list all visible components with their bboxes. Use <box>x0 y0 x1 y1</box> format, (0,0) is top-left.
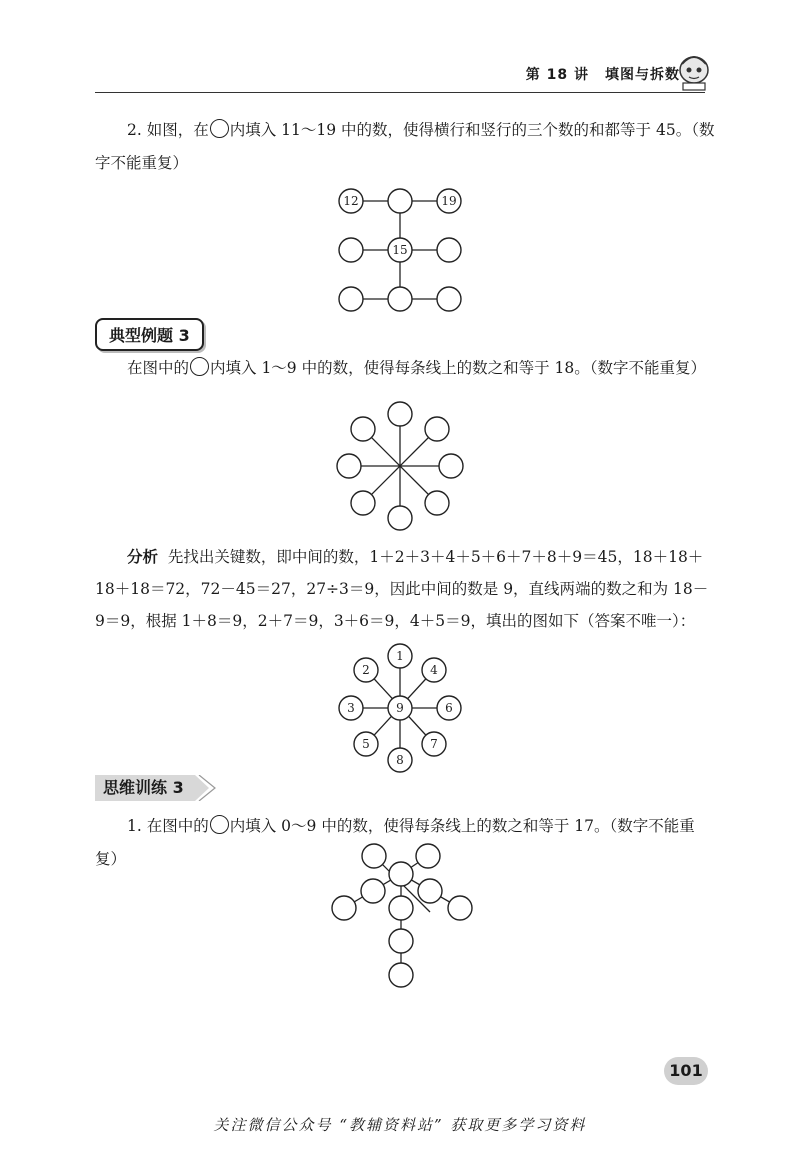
page-number: 101 <box>664 1057 708 1085</box>
node-label: 2 <box>362 663 370 677</box>
node-circle <box>361 879 385 903</box>
circle-symbol <box>190 357 209 376</box>
node-circle <box>351 417 375 441</box>
node-label: 12 <box>343 194 359 208</box>
example-badge: 典型例题 3 <box>95 318 204 351</box>
node-label: 3 <box>347 701 355 715</box>
problem-2-text: 2. 如图，在 内填入 11～19 中的数，使得横行和竖行的三个数的和都等于 45。（数字不能重复） <box>95 121 715 172</box>
node-circle <box>388 189 412 213</box>
training-1-text: 1. 在图中的 内填入 0～9 中的数，使得每条线上的数之和等于 17。（数字不能重复） <box>95 817 695 868</box>
header-rule <box>95 92 705 93</box>
node-label: 7 <box>430 737 438 751</box>
arrow-icon <box>195 775 217 801</box>
mascot-icon <box>674 52 714 92</box>
chapter-header <box>526 64 680 84</box>
node-circle <box>337 454 361 478</box>
analysis-text: 分析 先找出关键数，即中间的数，1＋2＋3＋4＋5＋6＋7＋8＋9＝45，18＋18＋18＋18＝72，72－45＝27，27÷3＝9，因此中间的数是 9，直线两端的数之和为 18－9＝9，根据 1＋8＝9，2＋7＝9，3＋6＝9，4＋5＝9，填出的图如下（答案不唯一）： <box>95 548 709 630</box>
analysis-label: 分析 <box>127 548 159 566</box>
example-3-diagram <box>330 398 470 534</box>
footer-note: 关注微信公众号 “教辅资料站” 获取更多学习资料 <box>213 1116 587 1134</box>
node-circle <box>389 896 413 920</box>
node-circle <box>425 417 449 441</box>
node-circle <box>437 287 461 311</box>
node-circle <box>388 402 412 426</box>
node-label: 15 <box>392 243 408 257</box>
node-circle <box>389 963 413 987</box>
lecture-title: 填图与拆数 <box>605 67 680 83</box>
circle-symbol <box>210 815 229 834</box>
node-label: 1 <box>396 649 404 663</box>
node-label: 9 <box>396 701 404 715</box>
node-circle <box>388 287 412 311</box>
node-label: 6 <box>445 701 453 715</box>
node-label: 4 <box>430 663 438 677</box>
training-1-diagram <box>330 842 474 992</box>
answer-diagram <box>330 640 470 776</box>
node-label: 8 <box>396 753 404 767</box>
node-label: 5 <box>362 737 370 751</box>
lecture-number: 第 18 讲 <box>525 67 589 83</box>
circle-symbol <box>210 119 229 138</box>
node-circle <box>351 491 375 515</box>
node-circle <box>416 844 440 868</box>
node-circle <box>448 896 472 920</box>
node-circle <box>418 879 442 903</box>
node-circle <box>388 506 412 530</box>
node-circle <box>437 238 461 262</box>
node-circle <box>425 491 449 515</box>
node-circle <box>362 844 386 868</box>
node-circle <box>389 862 413 886</box>
example-3-text: 在图中的 内填入 1～9 中的数，使得每条线上的数之和等于 18。（数字不能重复） <box>127 359 706 377</box>
node-circle <box>339 238 363 262</box>
node-circle <box>339 287 363 311</box>
training-badge: 思维训练 3 <box>95 775 195 801</box>
node-label: 19 <box>441 194 457 208</box>
node-circle <box>389 929 413 953</box>
node-circle <box>439 454 463 478</box>
problem-2-diagram <box>330 180 470 320</box>
node-circle <box>332 896 356 920</box>
